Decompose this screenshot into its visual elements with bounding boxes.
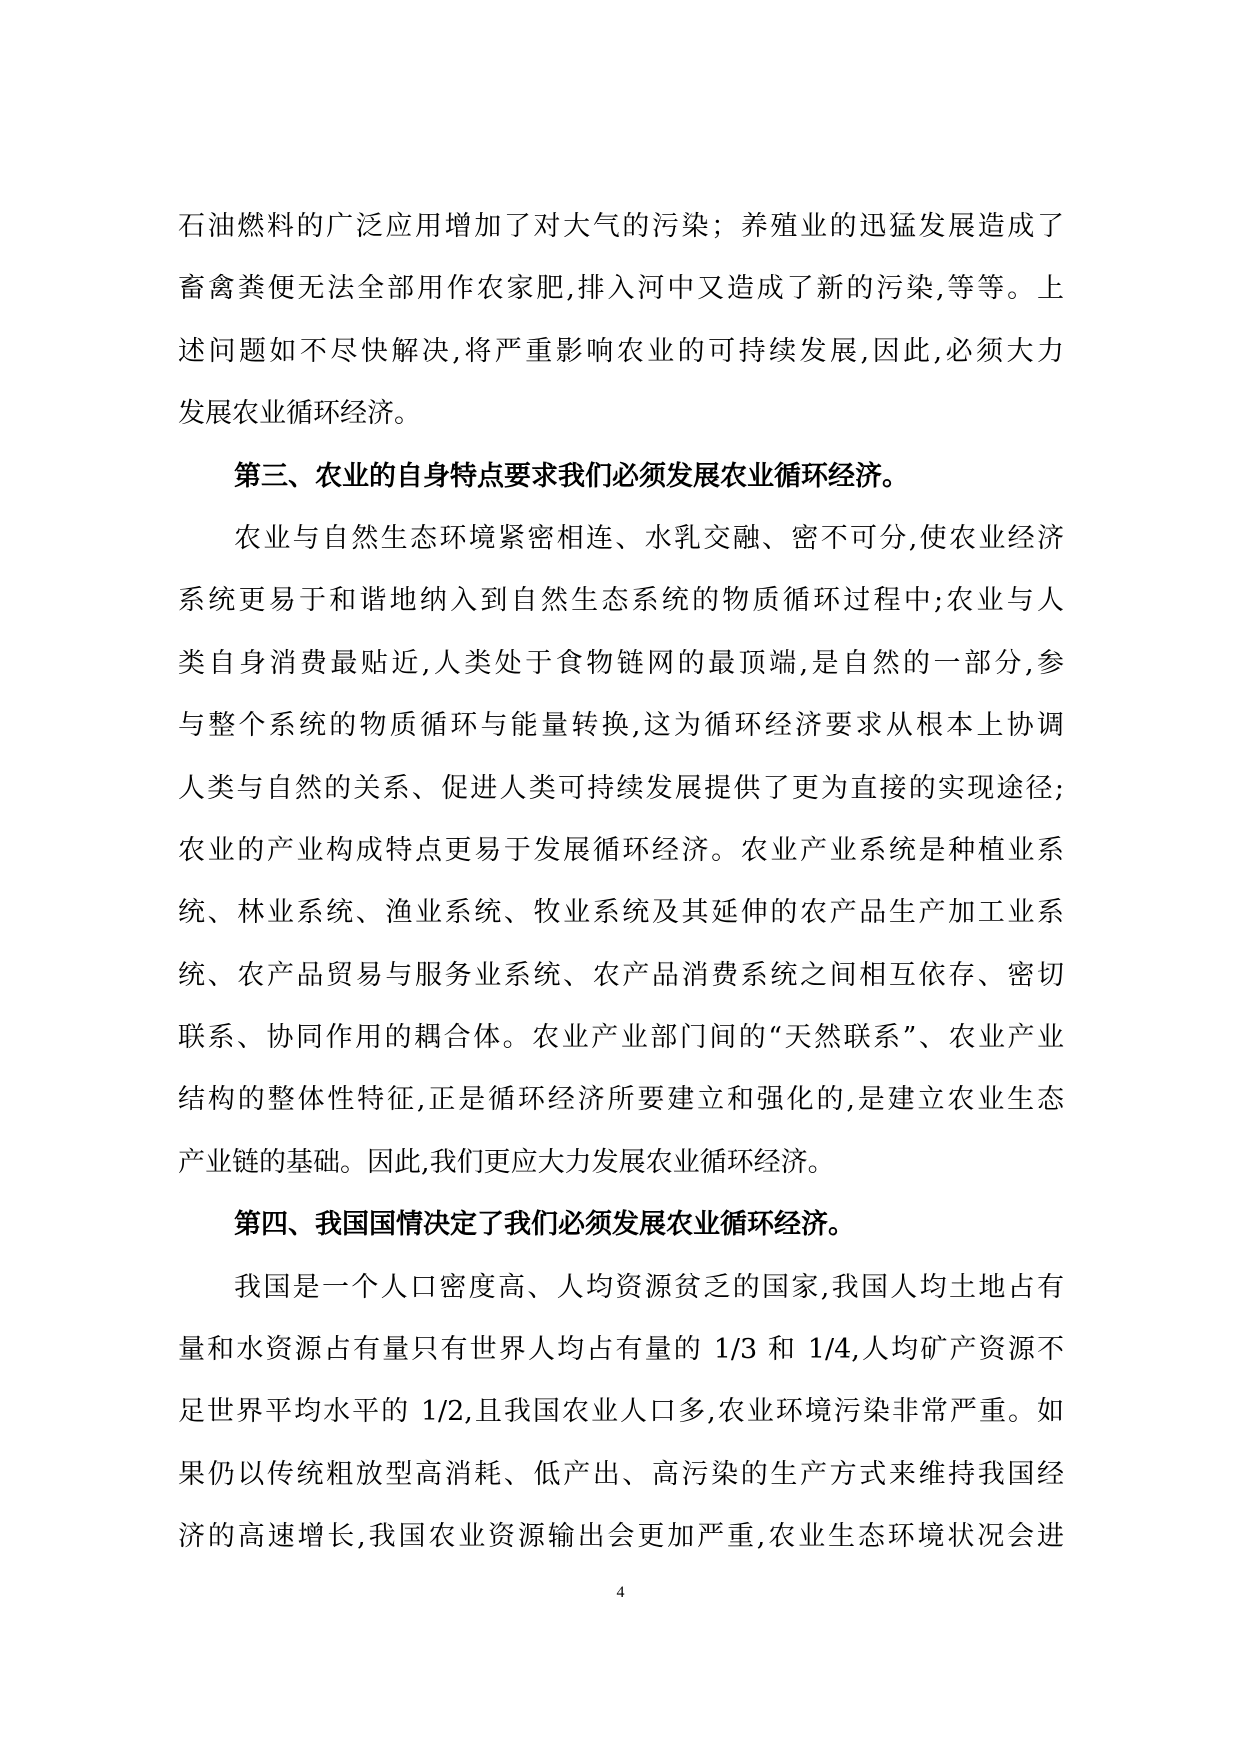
body-line: 量和水资源占有量只有世界人均占有量的 1/3 和 1/4,人均矿产资源不 — [178, 1334, 1064, 1366]
body-line: 统、农产品贸易与服务业系统、农产品消费系统之间相互依存、密切 — [178, 959, 1064, 991]
body-line: 述问题如不尽快解决,将严重影响农业的可持续发展,因此,必须大力 — [178, 335, 1064, 367]
body-line: 农业与自然生态环境紧密相连、水乳交融、密不可分,使农业经济 — [234, 522, 1064, 554]
body-line: 我国是一个人口密度高、人均资源贫乏的国家,我国人均土地占有 — [234, 1271, 1064, 1303]
section-heading-4: 第四、我国国情决定了我们必须发展农业循环经济。 — [234, 1209, 855, 1241]
document-body — [178, 196, 1064, 1569]
body-line: 统、林业系统、渔业系统、牧业系统及其延伸的农产品生产加工业系 — [178, 897, 1064, 929]
section-heading-3: 第三、农业的自身特点要求我们必须发展农业循环经济。 — [234, 460, 909, 492]
body-line: 结构的整体性特征,正是循环经济所要建立和强化的,是建立农业生态 — [178, 1084, 1064, 1116]
body-line: 类自身消费最贴近,人类处于食物链网的最顶端,是自然的一部分,参 — [178, 647, 1064, 679]
body-line: 与整个系统的物质循环与能量转换,这为循环经济要求从根本上协调 — [178, 710, 1064, 742]
body-line: 足世界平均水平的 1/2,且我国农业人口多,农业环境污染非常严重。如 — [178, 1396, 1064, 1428]
body-line: 果仍以传统粗放型高消耗、低产出、高污染的生产方式来维持我国经 — [178, 1458, 1064, 1490]
body-line: 畜禽粪便无法全部用作农家肥,排入河中又造成了新的污染,等等。上 — [178, 273, 1064, 305]
body-line: 产业链的基础。因此,我们更应大力发展农业循环经济。 — [178, 1146, 835, 1178]
body-line: 石油燃料的广泛应用增加了对大气的污染；养殖业的迅猛发展造成了 — [178, 211, 1064, 242]
page-number: 4 — [616, 1584, 625, 1601]
body-line: 农业的产业构成特点更易于发展循环经济。农业产业系统是种植业系 — [178, 834, 1064, 866]
body-line: 人类与自然的关系、促进人类可持续发展提供了更为直接的实现途径; — [178, 772, 1064, 804]
body-line: 联系、协同作用的耦合体。农业产业部门间的“天然联系”、农业产业 — [178, 1022, 1064, 1054]
body-line: 系统更易于和谐地纳入到自然生态系统的物质循环过程中;农业与人 — [178, 585, 1064, 617]
body-line: 济的高速增长,我国农业资源输出会更加严重,农业生态环境状况会进 — [178, 1521, 1064, 1553]
body-line: 发展农业循环经济。 — [178, 398, 421, 430]
